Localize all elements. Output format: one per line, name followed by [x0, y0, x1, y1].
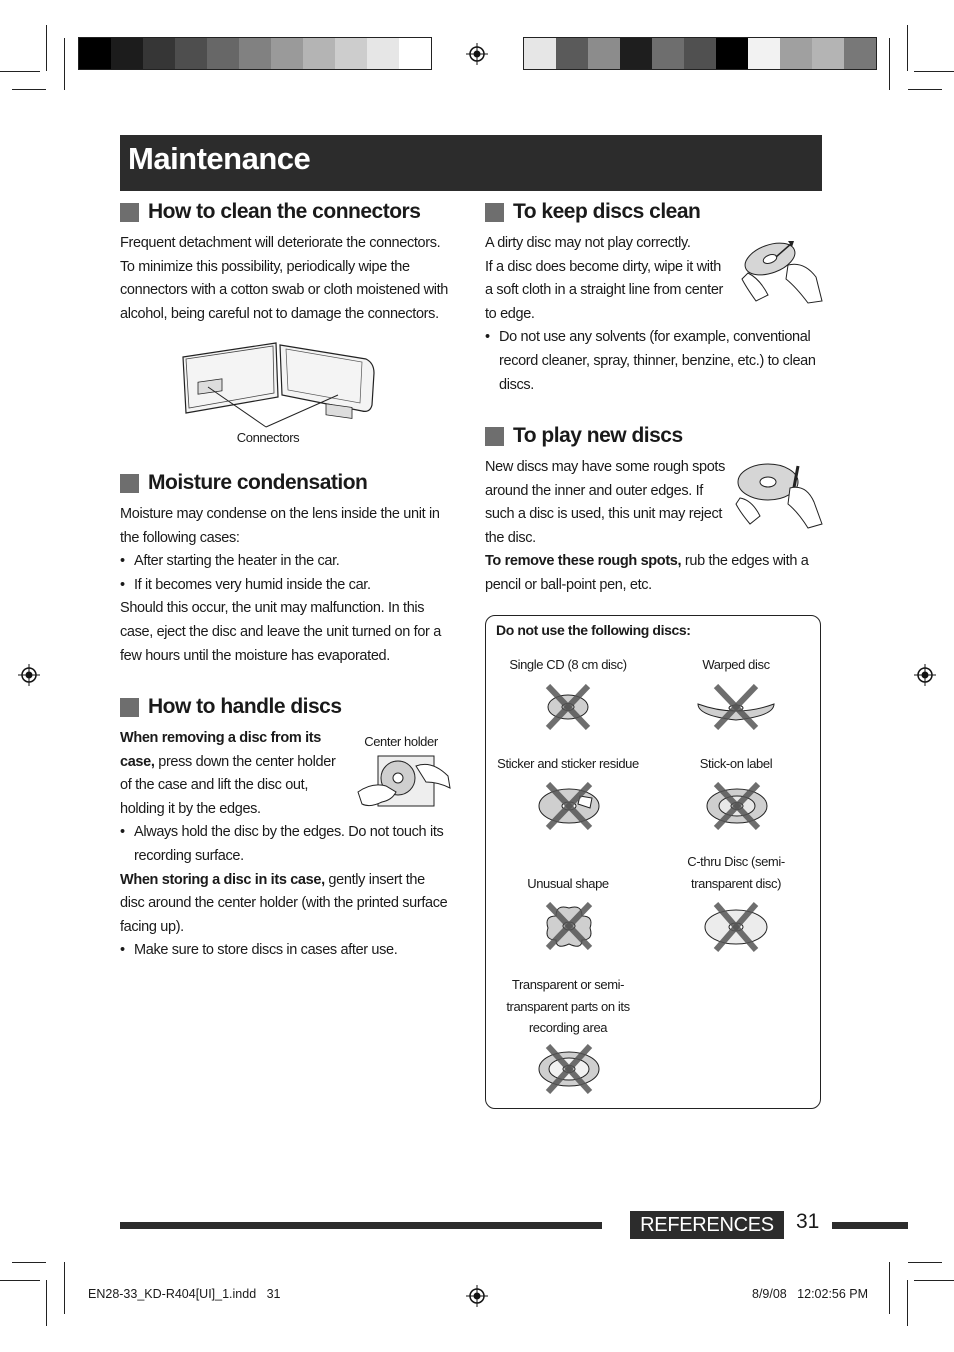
crop-mark	[46, 1280, 47, 1326]
faceplate-connectors-illustration	[178, 335, 378, 430]
bullet-item	[120, 821, 460, 868]
crop-mark	[889, 1262, 890, 1314]
crop-mark	[64, 38, 65, 90]
text-line	[120, 751, 460, 775]
crop-mark	[914, 71, 954, 72]
text-line: of the case and lift the disc out,	[120, 777, 308, 794]
bullet-item	[485, 326, 821, 397]
unusual-shape-crossed-icon	[542, 902, 596, 950]
registration-mark-icon	[466, 1285, 488, 1307]
text-line	[120, 869, 460, 893]
label-line: transparent disc)	[690, 876, 782, 891]
registration-mark-icon	[914, 664, 936, 686]
bold-phrase: case,	[120, 753, 155, 770]
heading-square	[485, 427, 504, 446]
disc-label-transparent	[488, 974, 648, 1039]
heading-square	[120, 698, 139, 717]
color-swatch	[588, 38, 620, 69]
crop-mark	[908, 1262, 942, 1263]
color-swatch	[652, 38, 684, 69]
text-line: New discs may have some rough spots	[485, 459, 725, 475]
heading-text: To keep discs clean	[513, 200, 701, 223]
crop-mark	[907, 25, 908, 71]
text-line: the disc.	[485, 529, 536, 546]
heading-moisture-condensation	[120, 471, 367, 495]
handle-text	[120, 727, 460, 963]
color-swatch	[556, 38, 588, 69]
disc-label-unusual-shape: Unusual shape	[527, 876, 609, 891]
color-swatch	[780, 38, 812, 69]
disc-label-cthru	[656, 851, 816, 895]
heading-text: To play new discs	[513, 424, 683, 447]
text-span: discs.	[499, 376, 534, 393]
bullet-item: • If it becomes very humid inside the car.	[120, 574, 460, 598]
text-line: pencil or ball-point pen, etc.	[485, 576, 652, 593]
text-line: A dirty disc may not play correctly.	[485, 235, 691, 251]
text-line: few hours until the moisture has evaporated.	[120, 647, 390, 664]
bold-phrase: To remove these rough spots,	[485, 553, 682, 570]
text-line: case, eject the disc and leave the unit turned on for a	[120, 623, 441, 640]
color-swatch	[207, 38, 239, 69]
color-swatch	[716, 38, 748, 69]
heading-square	[485, 203, 504, 222]
color-swatch	[143, 38, 175, 69]
text-line: a soft cloth in a straight line from center	[485, 282, 724, 299]
text-line	[120, 727, 460, 751]
title-bar	[120, 135, 822, 191]
crop-mark	[907, 1280, 908, 1326]
color-swatch	[620, 38, 652, 69]
registration-mark-icon	[18, 664, 40, 686]
cthru-disc-crossed-icon	[702, 902, 770, 952]
color-swatch	[399, 38, 431, 69]
page-title: Maintenance	[128, 141, 311, 176]
color-swatch	[335, 38, 367, 69]
crop-mark	[46, 25, 47, 71]
text-line	[485, 550, 821, 574]
text-line: holding it by the edges.	[120, 800, 261, 817]
bold-phrase: When storing a disc in its case,	[120, 871, 325, 888]
color-swatch	[367, 38, 399, 69]
crop-mark	[12, 89, 46, 90]
text-span: rub the edges with a	[681, 553, 809, 570]
text-span: gently insert the	[324, 871, 425, 888]
center-holder-caption: Center holder	[364, 734, 438, 749]
disc-label-single-cd: Single CD (8 cm disc)	[509, 657, 627, 672]
text-span: Always hold the disc by the edges. Do not touch its	[134, 824, 444, 841]
color-bar-right	[523, 37, 877, 70]
crop-mark	[889, 38, 890, 90]
heading-text: Moisture condensation	[148, 471, 368, 494]
label-line: Transparent or semi-	[511, 977, 625, 992]
text-line: the following cases:	[120, 529, 240, 546]
text-line: connectors with a cotton swab or cloth moistened with	[120, 282, 449, 299]
color-swatch	[684, 38, 716, 69]
text-line: Should this occur, the unit may malfunction. In this	[120, 600, 425, 617]
bullet-item: • Make sure to store discs in cases after use.	[120, 939, 460, 963]
registration-mark-icon	[466, 43, 488, 65]
text-line: such a disc is used, this unit may reject	[485, 506, 723, 523]
heading-play-new-discs	[485, 424, 683, 448]
crop-mark	[0, 71, 40, 72]
text-line: to edge.	[485, 305, 535, 322]
connectors-text	[120, 232, 460, 326]
text-line: If a disc does become dirty, wipe it with	[485, 258, 722, 275]
transparent-disc-crossed-icon	[536, 1044, 602, 1094]
text-span: press down the center holder	[154, 753, 336, 770]
color-swatch	[844, 38, 876, 69]
color-swatch	[524, 38, 556, 69]
disc-label-warped: Warped disc	[702, 657, 770, 672]
color-swatch	[303, 38, 335, 69]
text-line: around the inner and outer edges. If	[485, 482, 703, 499]
sticker-disc-crossed-icon	[536, 782, 602, 830]
connectors-caption: Connectors	[236, 430, 300, 445]
text-line: facing up).	[120, 918, 184, 935]
label-disc-crossed-icon	[704, 782, 770, 830]
text-line: alcohol, being careful not to damage the connectors.	[120, 305, 439, 322]
crop-mark	[12, 1262, 46, 1263]
slug-date-time: 8/9/08 12:02:56 PM	[752, 1287, 869, 1301]
text-span: Do not use any solvents (for example, conventional	[499, 329, 811, 346]
color-swatch	[79, 38, 111, 69]
color-swatch	[812, 38, 844, 69]
warped-disc-crossed-icon	[694, 684, 778, 730]
text-line: disc around the center holder (with the printed surface	[120, 895, 448, 912]
heading-keep-discs-clean	[485, 200, 700, 224]
footer-rule-left	[120, 1222, 602, 1229]
crop-mark	[914, 1280, 954, 1281]
label-line: transparent parts on its	[506, 998, 630, 1014]
disc-label-sticker: Sticker and sticker residue	[497, 756, 639, 771]
footer-rule-right	[832, 1222, 908, 1229]
crop-mark	[0, 1280, 40, 1281]
text-line: To minimize this possibility, periodically wipe the	[120, 258, 410, 275]
color-swatch	[175, 38, 207, 69]
heading-square	[120, 474, 139, 493]
text-span: recording surface.	[134, 847, 244, 864]
small-disc-crossed-icon	[544, 684, 592, 730]
label-line: recording area	[528, 1020, 608, 1035]
section-badge: REFERENCES	[630, 1211, 784, 1239]
label-line: C-thru Disc (semi-	[687, 854, 785, 869]
text-line: Moisture may condense on the lens inside the unit in	[120, 506, 440, 522]
new-discs-text	[485, 456, 821, 598]
crop-mark	[908, 89, 942, 90]
color-bar-left	[78, 37, 432, 70]
color-swatch	[271, 38, 303, 69]
text-span: record cleaner, spray, thinner, benzine, etc.) to clean	[499, 352, 816, 369]
bullet-item: • After starting the heater in the car.	[120, 550, 460, 574]
heading-square	[120, 203, 139, 222]
keep-clean-text	[485, 232, 821, 397]
heading-text: How to clean the connectors	[148, 200, 421, 223]
heading-handle-discs	[120, 695, 342, 719]
moisture-text	[120, 503, 460, 668]
disc-label-stick-on: Stick-on label	[699, 756, 773, 771]
color-swatch	[111, 38, 143, 69]
heading-text: How to handle discs	[148, 695, 342, 718]
box-title: Do not use the following discs:	[496, 622, 691, 638]
crop-mark	[64, 1262, 65, 1314]
bold-phrase: When removing a disc from its	[120, 730, 321, 746]
text-line: Frequent detachment will deteriorate the connectors.	[120, 235, 441, 251]
color-swatch	[748, 38, 780, 69]
page-number: 31	[796, 1210, 820, 1233]
do-not-use-discs-box	[485, 615, 821, 1109]
slug-file-info: EN28-33_KD-R404[UI]_1.indd 31	[88, 1287, 281, 1301]
heading-clean-connectors	[120, 200, 420, 224]
color-swatch	[239, 38, 271, 69]
